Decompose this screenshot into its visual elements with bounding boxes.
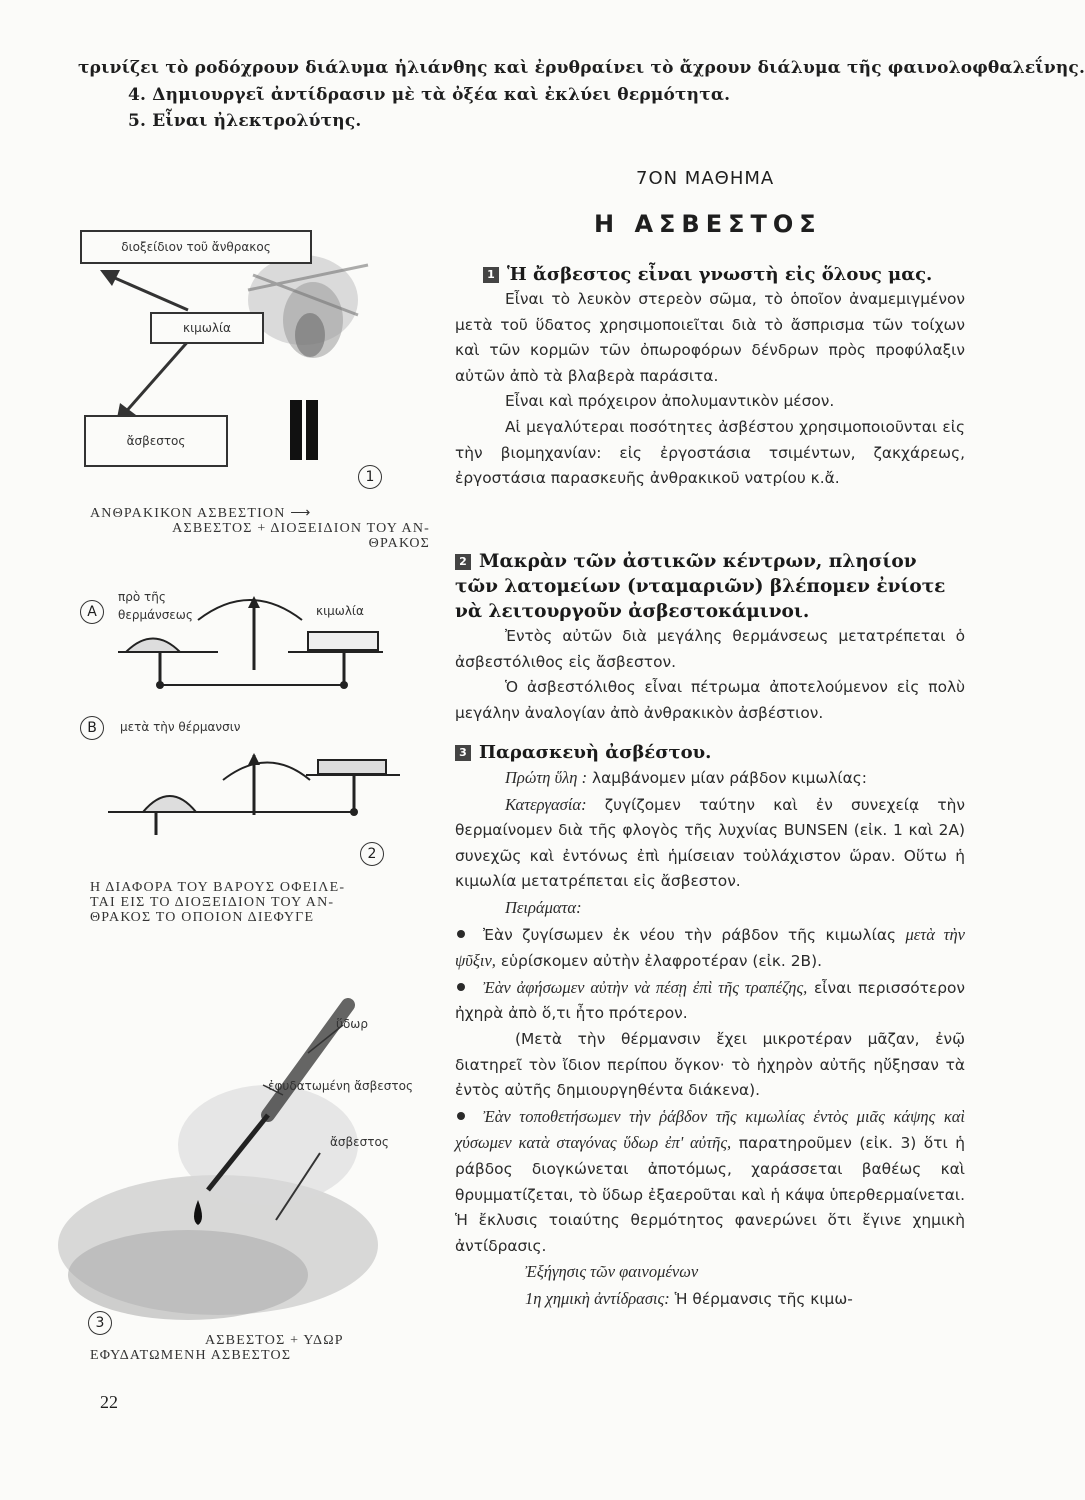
section-3-heading: Παρασκευὴ ἀσβέστου. (479, 742, 712, 763)
figure-3-label-water: ὕδωρ (336, 1017, 368, 1031)
figure-1-box-lime (84, 415, 228, 467)
top-line-3: 5. Εἶναι ἠλεκτρολύτης. (128, 111, 362, 131)
figure-3-label-slaked: ἐφυδατωμένη ἄσβεστος (268, 1079, 413, 1093)
lesson-number: 7ΟΝ ΜΑΘΗΜΑ (636, 168, 775, 189)
section-3-explain-label: Ἐξήγησις τῶν φαινομένων (525, 1262, 699, 1282)
section-2-heading-row (455, 549, 965, 624)
section-3-material-text: λαμβάνομεν μίαν ράβδον κιμωλίας: (592, 769, 867, 787)
section-3-exp1-italic: μετὰ τὴν ψῦξιν, (455, 924, 965, 971)
figure-3-caption-line1: ΑΣΒΕΣΤΟΣ + ΥΔΩΡ (205, 1333, 344, 1348)
figure-1 (78, 220, 438, 510)
top-line-2: 4. Δημιουργεῖ ἀντίδρασιν μὲ τὰ ὀξέα καὶ ἐκλύει θερμότητα. (128, 85, 731, 105)
section-3-reaction-row (455, 1286, 965, 1313)
section-3 (455, 740, 965, 1312)
section-2-heading: Μακρὰν τῶν ἀστικῶν κέντρων, πλησίον τῶν λατομείων (νταμαριῶν) βλέπομεν ἐνίοτε νὰ λειτουργοῦν ἀσβεστοκάμινοι. (455, 551, 946, 622)
figure-2-caption (90, 880, 430, 925)
section-1-p1: Εἶναι τὸ λευκὸν στερεὸν σῶμα, τὸ ὁποῖον ἀναμεμιγμένον μετὰ τοῦ ὕδατος χρησιμοποιεῖται διὰ τὸ ἄσπρισμα τῶν τοίχων καὶ τῶν κορμῶν τῶν ὀπωροφόρων δένδρων πρὸς προφύλαξιν αὐτῶν ἀπὸ τὰ βλαβερὰ παράσιτα. (455, 290, 965, 385)
section-3-exp2-end: εἶναι περισσότερον ἠχηρὰ ἀπὸ ὅ,τι ἦτο πρότερον. (455, 978, 965, 1023)
figure-2-marker-a: A (80, 600, 104, 624)
figure-1-label-co2: διοξείδιον τοῦ ἄνθρακος (121, 240, 271, 254)
section-2-badge: 2 (455, 554, 471, 570)
figure-1-number-wrap (358, 465, 382, 489)
figure-3-number-wrap (88, 1311, 112, 1335)
section-3-material (455, 765, 965, 792)
section-1-heading: Ἡ ἄσβεστος εἶναι γνωστὴ εἰς ὅλους μας. (507, 264, 933, 285)
section-3-reaction-text: Ἡ θέρμανσις τῆς κιμω- (674, 1289, 853, 1308)
figure-1-caption-line3: ΘΡΑΚΟΣ (368, 536, 430, 551)
page-number: 22 (100, 1392, 118, 1412)
figure-2-marker-a-wrap (80, 600, 104, 624)
section-2-p2: Ὁ ἀσβεστόλιθος εἶναι πέτρωμα ἀποτελούμενον εἰς πολὺ μεγάλην ἀναλογίαν ἀπὸ ἀνθρακικὸν ἀσβέστιον. (455, 678, 965, 722)
section-3-process-label: Κατεργασία: (505, 794, 587, 814)
figure-3 (78, 975, 448, 1335)
section-2 (455, 549, 965, 726)
section-1-p2: Εἶναι καὶ πρόχειρον ἀπολυμαντικὸν μέσον. (505, 392, 835, 411)
figure-1-caption (90, 506, 430, 551)
section-1-badge: 1 (483, 267, 499, 283)
section-3-reaction-label: 1η χημικὴ ἀντίδρασις: (525, 1288, 670, 1308)
top-line-1: τρινίζει τὸ ροδόχρουν διάλυμα ἡλιάνθης καὶ ἐρυθραίνει τὸ ἄχρουν διάλυμα τῆς φαινολοφθαλεΐνης. (78, 58, 1085, 78)
section-3-exp2-italic: Ἐὰν ἀφήσωμεν αὐτὴν νὰ πέσῃ ἐπὶ τῆς τραπέζης, (483, 977, 808, 997)
section-1-p3: Αἱ μεγαλύτεραι ποσότητες ἀσβέστου χρησιμοποιοῦνται εἰς τὴν βιομηχανίαν: εἰς ἐργοστάσια τσιμέντων, ζακχάρεως, ἐργοστάσια παρασκευῆς ἀνθρακικοῦ νατρίου κ.ἄ. (455, 417, 965, 488)
section-3-explain-row (455, 1259, 965, 1286)
section-3-exp1-end: εὑρίσκομεν αὐτὴν ἐλαφροτέραν (εἰκ. 2Β). (500, 952, 822, 971)
figure-2-number: 2 (360, 842, 384, 866)
figure-2-marker-b: B (80, 716, 104, 740)
figure-2-caption-line1: Η ΔΙΑΦΟΡΑ ΤΟΥ ΒΑΡΟΥΣ ΟΦΕΙΛΕ- (90, 880, 346, 895)
section-3-process (455, 792, 965, 895)
lesson-title: Η ΑΣΒΕΣΤΟΣ (594, 210, 822, 238)
figure-1-box-co2 (80, 230, 312, 264)
section-3-experiments-label-row (455, 895, 965, 922)
section-3-exp3 (455, 1104, 965, 1260)
section-3-experiments-label: Πειράματα: (505, 897, 582, 917)
figure-3-label-lime: ἄσβεστος (330, 1135, 389, 1149)
figure-1-label-chalk: κιμωλία (183, 321, 231, 335)
figure-3-number: 3 (88, 1311, 112, 1335)
figure-3-caption (90, 1333, 390, 1363)
figure-1-caption-line2: ΑΣΒΕΣΤΟΣ + ΔΙΟΞΕΙΔΙΟΝ ΤΟΥ ΑΝ- (172, 521, 430, 536)
section-3-exp1: Ἐὰν ζυγίσωμεν ἐκ νέου τὴν ράβδον τῆς κιμωλίας μετὰ τὴν ψῦξιν, εὑρίσκομεν αὐτὴν ἐλαφροτέραν (εἰκ. 2Β). (455, 924, 965, 971)
section-1 (455, 262, 965, 492)
bullet-dot-icon (457, 983, 465, 991)
section-3-badge: 3 (455, 745, 471, 761)
figure-2-label-b: μετὰ τὴν θέρμανσιν (120, 720, 241, 734)
figure-2-label-a: πρὸ τῆς θερμάνσεως (118, 590, 193, 622)
figure-3-caption-line2: ΕΦΥΔΑΤΩΜΕΝΗ ΑΣΒΕΣΤΟΣ (90, 1348, 292, 1363)
figure-2-marker-b-wrap (80, 716, 104, 740)
section-3-process-text: ζυγίζομεν ταύτην καὶ ἐν συνεχείᾳ τὴν θερμαίνομεν διὰ τῆς φλογὸς τῆς λυχνίας BUNSEN (εἰκ. 1 καὶ 2Α) συνεχῶς καὶ ἐντόνως ἐπὶ ἡμίσειαν τοὐλάχιστον ὥραν. Οὕτω ἡ κιμωλία μετατρέπεται εἰς ἄσβεστον. (455, 795, 965, 891)
caption-arrow-icon: ⟶ (290, 506, 312, 521)
figure-2 (78, 580, 438, 880)
figure-1-label-lime: ἄσβεστος (126, 434, 186, 448)
section-2-p1: Ἐντὸς αὐτῶν διὰ μεγάλης θερμάνσεως μετατρέπεται ὁ ἀσβεστόλιθος εἰς ἄσβεστον. (455, 627, 965, 671)
figure-1-box-chalk (150, 312, 264, 344)
section-1-heading-row (455, 262, 965, 287)
figure-2-number-wrap (360, 842, 384, 866)
section-3-exp2-note: (Μετὰ τὴν θέρμανσιν ἔχει μικροτέραν μᾶζαν, ἐνῷ διατηρεῖ τὸν ἴδιον περίπου ὄγκον· τὸ ἠχηρὸν αὐτῆς ηὔξησαν τὰ ἐντὸς αὐτῆς δημιουργηθέντα διάκενα). (455, 1029, 965, 1100)
bullet-dot-icon (457, 1112, 465, 1120)
section-3-exp3-end: παρατηροῦμεν (εἰκ. 3) ὅτι ἡ ράβδος διογκώνεται ἀποτόμως, χαράσσεται βαθέως καὶ θρυμματίζεται, τὸ ὕδωρ ἐξαεροῦται καὶ ἡ κάψα ὑπερθερμαίνεται. Ἡ ἔκλυσις τοιαύτης θερμότητος φανερώνει ὅτι ἔγινε χημικὴ ἀντίδρασις. (455, 1134, 966, 1255)
bullet-dot-icon (457, 930, 465, 938)
figure-3-drawing (78, 975, 448, 1335)
section-3-exp2 (455, 975, 965, 1027)
section-3-material-label: Πρώτη ὕλη : (505, 768, 588, 787)
figure-2-caption-line2: ΤΑΙ ΕΙΣ ΤΟ ΔΙΟΞΕΙΔΙΟΝ ΤΟΥ ΑΝ- (90, 895, 335, 910)
figure-1-number: 1 (358, 465, 382, 489)
figure-1-caption-line1: ΑΝΘΡΑΚΙΚΟΝ ΑΣΒΕΣΤΙΟΝ ⟶ (90, 506, 312, 521)
figure-2-caption-line3: ΘΡΑΚΟΣ ΤΟ ΟΠΟΙΟΝ ΔΙΕΦΥΓΕ (90, 910, 315, 925)
section-3-exp3-italic: Ἐὰν τοποθετήσωμεν τὴν ῥάβδον τῆς κιμωλίας ἐντὸς μιᾶς κάψης καὶ χύσωμεν κατὰ σταγόνας ὕδωρ ἐπ' αὐτῆς, (455, 1106, 965, 1153)
section-3-heading-row (455, 740, 965, 765)
figure-2-label-chalk: κιμωλία (316, 604, 364, 618)
